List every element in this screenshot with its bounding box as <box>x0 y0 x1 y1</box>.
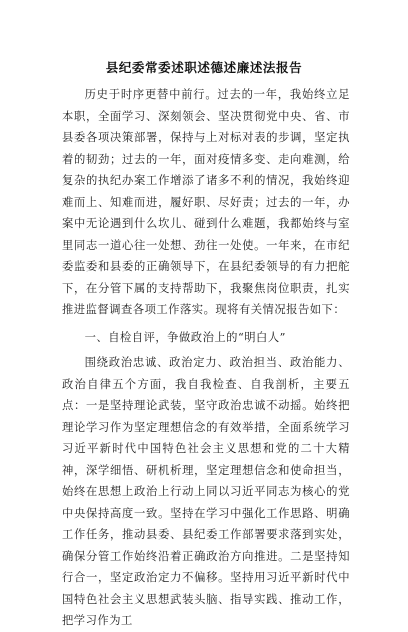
section-heading: 一、自检自评，争做政治上的“明白人” <box>84 330 286 344</box>
section-paragraph: 围绕政治忠诚、政治定力、政治担当、政治能力、政治自律五个方面，我自我检查、自我剖析，主要五点：一是坚持理论武装，坚守政治忠诚不动摇。始终把理论学习作为坚定理想信念的有效举措，全面系统学习习近平新时代中国特色社会主义思想和党的二十大精神，深学细悟、研机析理，坚定理想信念和使命担当，始终在思想上政治上行动上同以习近平同志为核心的党中央保持高度一致。坚持在学习中强化工作思路、明确工作任务，推动县委、县纪委工作部署要求落到实处，确保分管工作始终沿着正确政治方向推进。二是坚持知行合一，坚定政治定力不偏移。坚持用习近平新时代中国特色社会主义思想武装头脑、指导实践、推动工作，把学习作为工 <box>62 356 350 627</box>
document-body <box>62 84 350 632</box>
document-title: 县纪委常委述职述德述廉述法报告 <box>105 60 303 75</box>
intro-paragraph: 历史于时序更替中前行。过去的一年，我始终立足本职，全面学习、深刻领会、坚决贯彻党中央、省、市县委各项决策部署，保持与上对标对表的步调，坚定执着的韧劲；过去的一年，面对疫情多变、走向难测，给复杂的执纪办案工作增添了诸多不利的情况，我始终迎难而上、知难而进，履好职、尽好责；过去的一年，办案中无论遇到什么坎儿、碰到什么难题，我都始终与室里同志一道心往一处想、劲往一处使。一年来，在市纪委监委和县委的正确领导下，在县纪委领导的有力把舵下，在分管下属的支持帮助下，我聚焦岗位职责，扎实推进监督调查各项工作落实。现将有关情况报告如下： <box>62 88 350 316</box>
